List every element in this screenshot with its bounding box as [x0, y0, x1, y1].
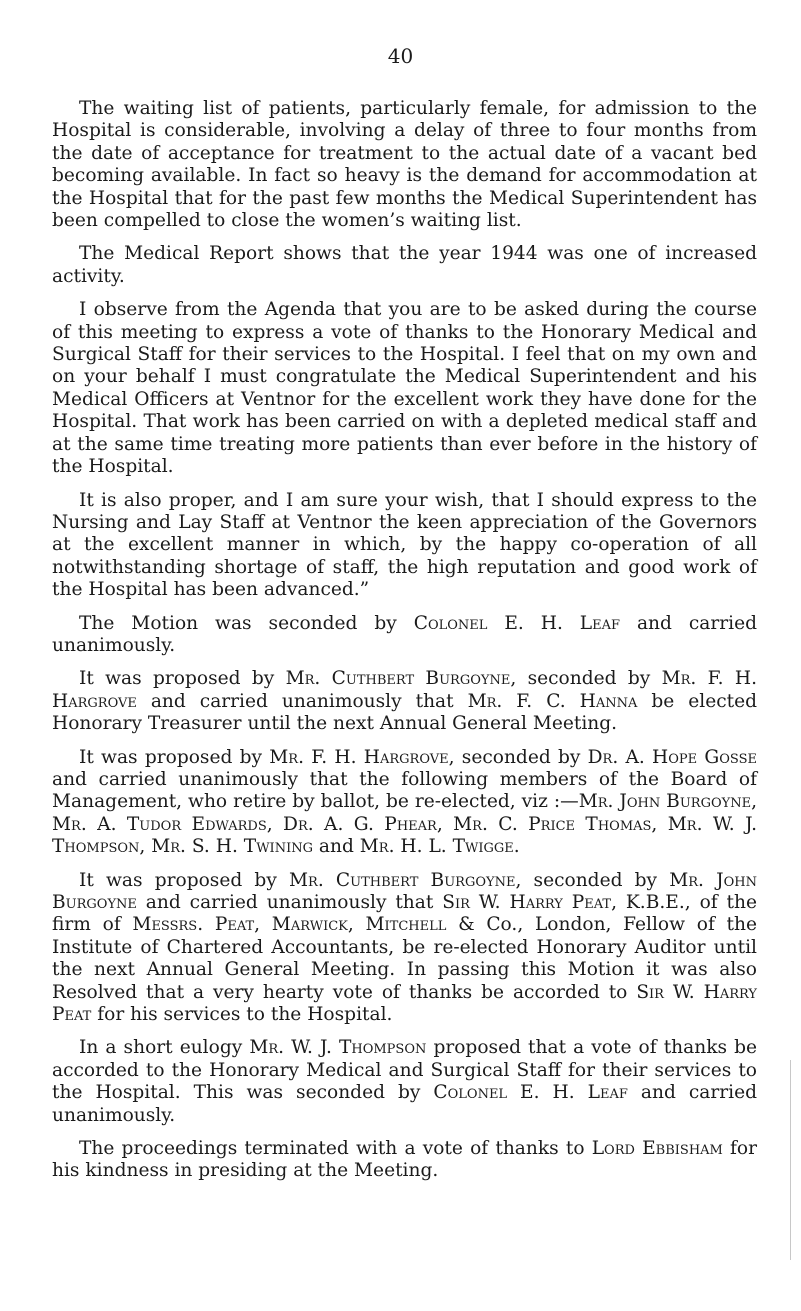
- paragraph-motion-seconded: [52, 613, 757, 658]
- paragraph-treasurer-election: [52, 668, 757, 735]
- text-run: .: [513, 836, 520, 858]
- text-run: The Motion was seconded by: [79, 612, 414, 634]
- name-smallcaps: Mr. John Burgoyne, Mr. A. Tudor Edwards, Dr. A. G. Phear, Mr. C. Price Thomas, Mr. W. J. Thompson, Mr. S. H. Twining: [52, 791, 757, 858]
- text-run: and carried unanimously that the following members of the Board of Management, who retire by ballot, be re-elected, viz :—: [52, 768, 757, 813]
- paragraph-medical-report: [52, 243, 757, 288]
- text-run: and carried unanimously that: [136, 690, 468, 712]
- text-run: It was proposed by: [79, 869, 289, 891]
- name-smallcaps: Colonel E. H. Leaf: [433, 1082, 628, 1104]
- text-run: I observe from the Agenda that you are to be asked during the course of this meeting to express a vote of thanks to the Honorary Medical and Surgical Staff for their services to the Hospital. I feel that on my own and on your behalf I must congratulate the Medical Superintendent and his Medical Officers at Ventnor for the excellent work they have done for the Hospital. That work has been carried on with a depleted medical staff and at the same time treating more patients than ever before in the history of the Hospital.: [52, 299, 757, 478]
- text-run: & Co., London, Fellow of the Institute of Chartered Accountants, be re-elected Honorary Auditor until the next Annual General Meeting. In passing this Motion it was also Resolved that a very hearty vote of thanks be accorded to: [52, 914, 757, 1003]
- name-smallcaps: Dr. A. Hope Gosse: [587, 746, 757, 768]
- text-run: for his services to the Hospital.: [91, 1004, 393, 1026]
- name-smallcaps: Sir W. Harry Peat: [442, 892, 612, 913]
- page-number: 40: [387, 44, 414, 68]
- text-run: The waiting list of patients, particularly female, for admission to the Hospital is considerable, involving a delay of three to four months from the date of acceptance for treatment to the actual date of a vacant bed becoming available. In fact so heavy is the demand for accommodation at the Hospital that for the past few months the Medical Superintendent has been compelled to close the women’s waiting list.: [52, 98, 757, 232]
- text-run: , K.B.E., of the firm of: [52, 892, 757, 936]
- paragraph-nursing-staff: [52, 490, 757, 602]
- text-run: The proceedings terminated with a vote of thanks to: [79, 1138, 592, 1160]
- name-smallcaps: Messrs. Peat, Marwick, Mitchell: [132, 914, 447, 936]
- text-run: It was proposed by: [79, 668, 286, 690]
- name-smallcaps: Mr. H. L. Twigge: [359, 836, 514, 858]
- text-run: , seconded by: [448, 746, 588, 768]
- text-run: and carried unanimously.: [52, 1082, 757, 1126]
- paragraph-board-reelection: [52, 747, 757, 859]
- text-run: for his kindness in presiding at the Meeting.: [52, 1138, 758, 1182]
- name-smallcaps: Mr. F. H. Hargrove: [52, 668, 757, 712]
- paragraph-staff-thanks: [52, 1037, 757, 1127]
- name-smallcaps: Lord Ebbisham: [591, 1138, 723, 1160]
- paragraph-auditor-reelection: [52, 870, 757, 1027]
- name-smallcaps: Sir W. Harry Peat: [52, 981, 757, 1026]
- text-run: It was proposed by: [79, 746, 270, 768]
- text-run: , seconded by: [510, 668, 662, 690]
- text-run: , seconded by: [515, 869, 670, 891]
- name-smallcaps: Mr. Cuthbert Burgoyne: [289, 869, 516, 891]
- paragraph-waiting-list: [52, 98, 757, 232]
- name-smallcaps: Mr. Cuthbert Burgoyne: [285, 668, 511, 690]
- text-run: The Medical Report shows that the year 1944 was one of increased activity.: [52, 243, 757, 287]
- name-smallcaps: Mr. John Burgoyne: [52, 869, 757, 913]
- paragraph-proceedings-end: [52, 1138, 757, 1183]
- text-run: and: [312, 836, 360, 858]
- text-run: be elected Honorary Treasurer until the next Annual General Meeting.: [52, 690, 757, 735]
- name-smallcaps: Mr. F. H. Hargrove: [269, 746, 449, 768]
- text-run: In a short eulogy: [79, 1037, 250, 1059]
- text-run: proposed that a vote of thanks be accorded to the Honorary Medical and Surgical Staff for their services to the Hospital. This was seconded by: [52, 1037, 757, 1104]
- paragraph-agenda-thanks: [52, 299, 757, 478]
- text-run: and carried unanimously.: [52, 612, 757, 656]
- name-smallcaps: Colonel E. H. Leaf: [413, 612, 621, 634]
- text-run: It is also proper, and I am sure your wish, that I should express to the Nursing and Lay Staff at Ventnor the keen appreciation of the Governors at the excellent manner in which, by the happy co-operation of all notwithstanding shortage of staff, the high reputation and good work of the Hospital has been advanced.”: [52, 489, 757, 601]
- scan-mark: [790, 1060, 791, 1260]
- name-smallcaps: Mr. F. C. Hanna: [467, 690, 638, 712]
- text-run: and carried unanimously that: [136, 892, 443, 913]
- name-smallcaps: Mr. W. J. Thompson: [249, 1037, 427, 1059]
- body-text: [52, 98, 757, 1194]
